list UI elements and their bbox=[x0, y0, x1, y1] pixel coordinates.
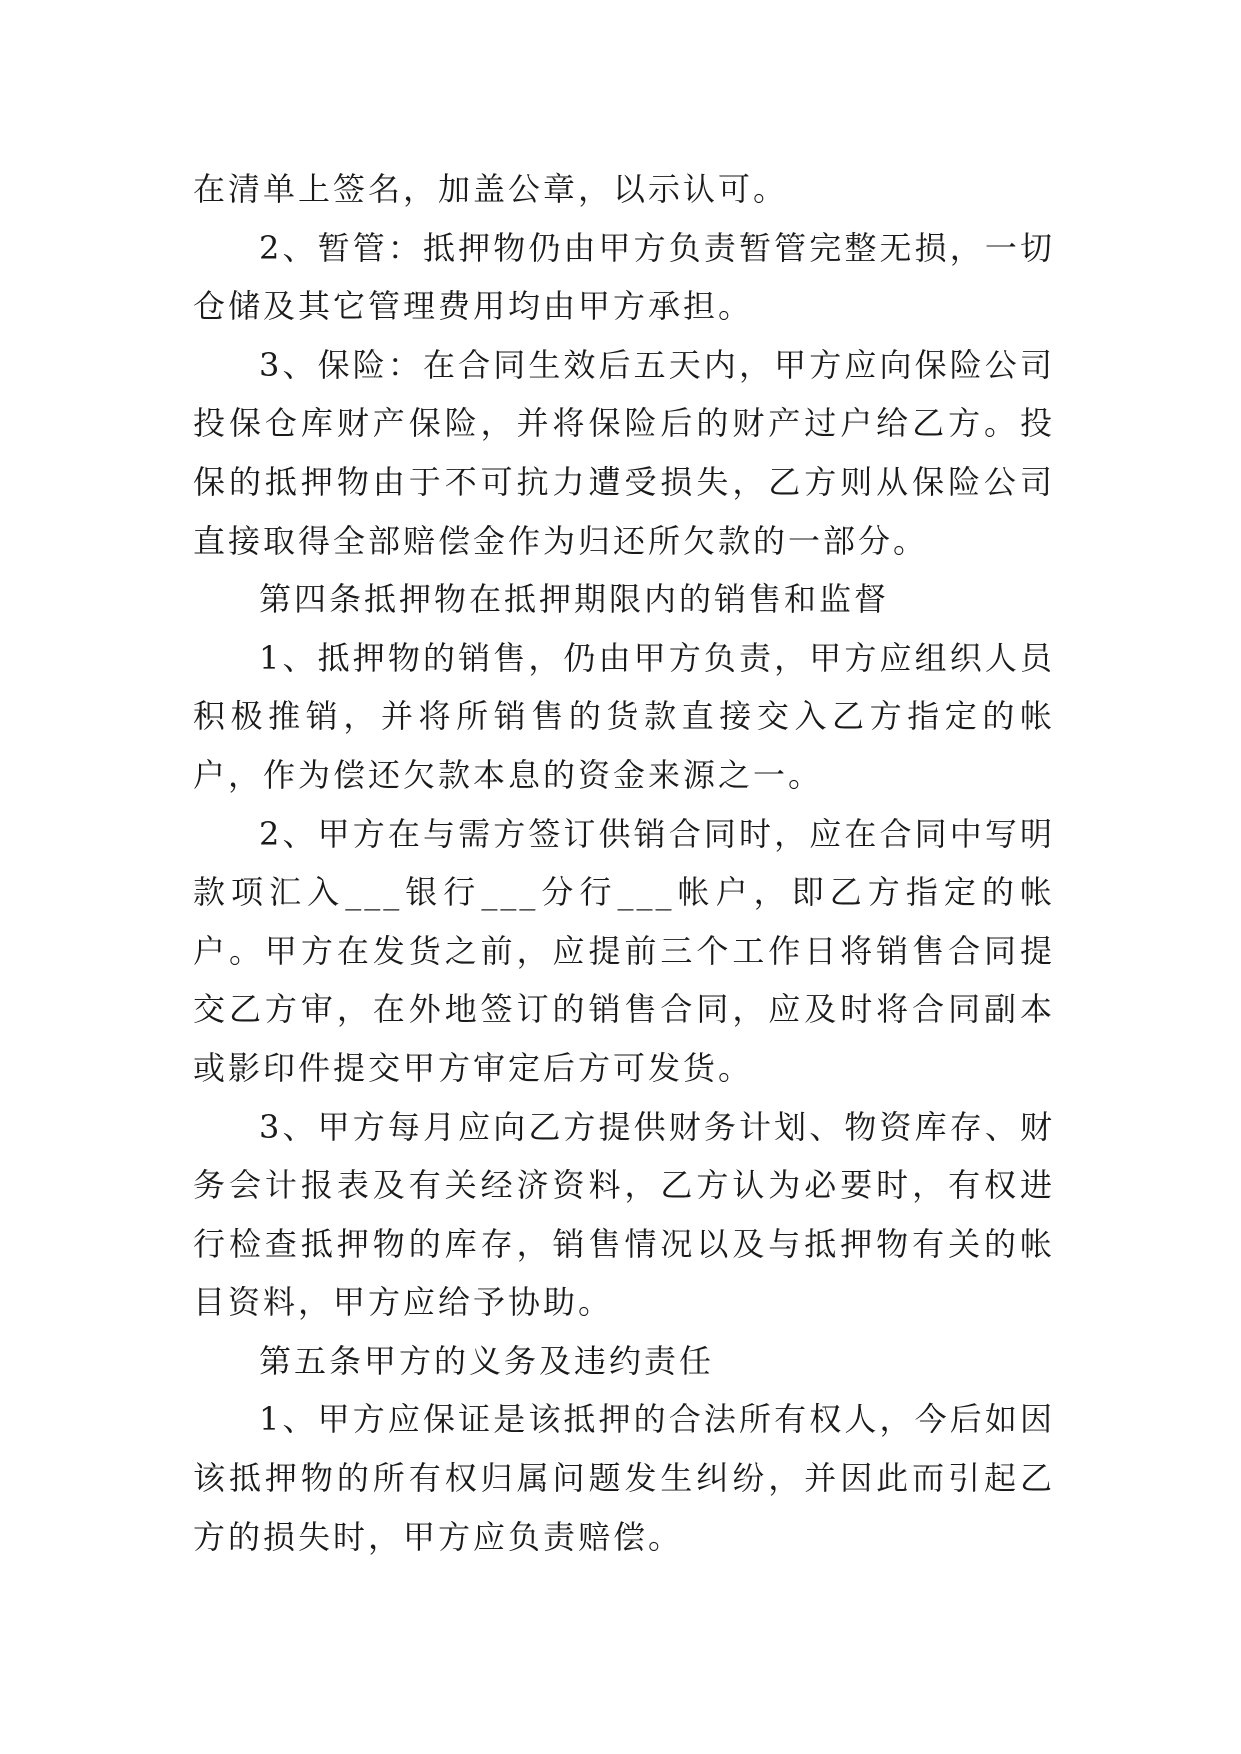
paragraph-6: 2、甲方在与需方签订供销合同时，应在合同中写明款项汇入___银行___分行___帐户，即乙方指定的帐户。甲方在发货之前，应提前三个工作日将销售合同提交乙方审，在外地签订的销售合同，应及时将合同副本或影印件提交甲方审定后方可发货。 bbox=[193, 814, 1055, 1087]
paragraph-3: 3、保险：在合同生效后五天内，甲方应向保险公司投保仓库财产保险，并将保险后的财产过户给乙方。投保的抵押物由于不可抗力遭受损失，乙方则从保险公司直接取得全部赔偿金作为归还所欠款的一部分。 bbox=[193, 345, 1055, 560]
document-body bbox=[193, 160, 1055, 1566]
paragraph-5: 1、抵押物的销售，仍由甲方负责，甲方应组织人员积极推销，并将所销售的货款直接交入乙方指定的帐户，作为偿还欠款本息的资金来源之一。 bbox=[193, 638, 1055, 794]
paragraph-9: 1、甲方应保证是该抵押的合法所有权人，今后如因该抵押物的所有权归属问题发生纠纷，并因此而引起乙方的损失时，甲方应负责赔偿。 bbox=[193, 1400, 1055, 1556]
section-heading-5: 第五条甲方的义务及违约责任 bbox=[259, 1341, 715, 1380]
paragraph-7: 3、甲方每月应向乙方提供财务计划、物资库存、财务会计报表及有关经济资料，乙方认为必要时，有权进行检查抵押物的库存，销售情况以及与抵押物有关的帐目资料，甲方应给予协助。 bbox=[193, 1107, 1055, 1322]
paragraph-1: 在清单上签名，加盖公章，以示认可。 bbox=[193, 170, 789, 208]
paragraph-2: 2、暂管：抵押物仍由甲方负责暂管完整无损，一切仓储及其它管理费用均由甲方承担。 bbox=[193, 228, 1055, 326]
section-heading-4: 第四条抵押物在抵押期限内的销售和监督 bbox=[259, 580, 890, 619]
